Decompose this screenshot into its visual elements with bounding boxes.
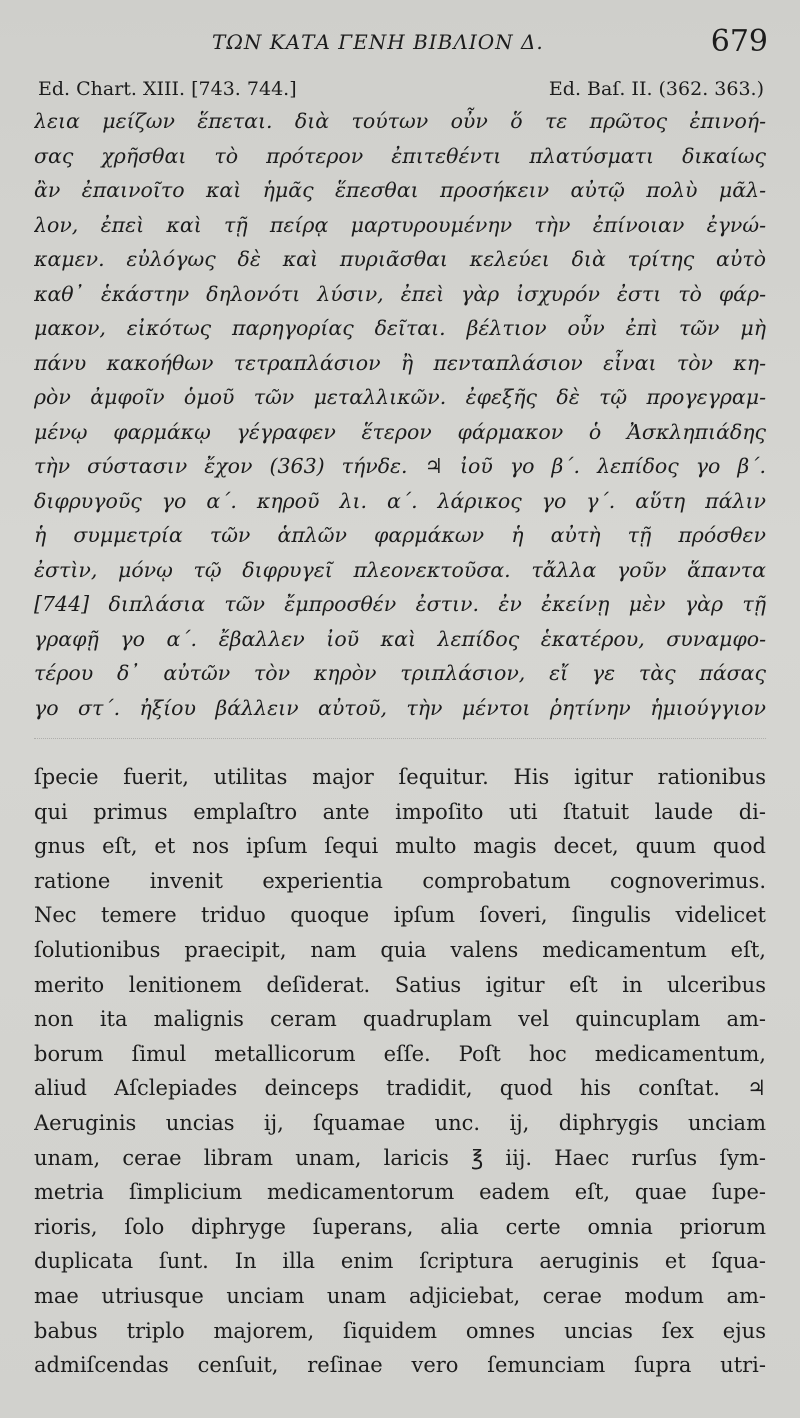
edition-reference-line (38, 78, 764, 106)
latin-text-line: unam, cerae libram unam, laricis ℥ iij. Haec rurſus ſym- (34, 1145, 766, 1170)
greek-text-line: τέρου δ᾽ αὐτῶν τὸν κηρὸν τριπλάσιον, εἴ γε τὰς πάσας (34, 661, 766, 685)
greek-text-line: ρὸν ἀμφοῖν ὁμοῦ τῶν μεταλλικῶν. ἐφεξῆς δὲ τῷ προγεγραμ- (34, 385, 766, 409)
greek-text-line: μένῳ φαρμάκῳ γέγραφεν ἕτερον φάρμακον ὁ Ἀσκληπιάδης (34, 419, 766, 444)
latin-text-line: borum ſimul metallicorum eſſe. Poſt hoc medicamentum, (34, 1041, 766, 1066)
running-head (0, 24, 800, 62)
latin-text-line: mae utriusque unciam unam adjiciebat, cerae modum am- (34, 1283, 766, 1308)
greek-text-line: ἐστὶν, μόνῳ τῷ διφρυγεῖ πλεονεκτοῦσα. τἄλλα γοῦν ἅπαντα (34, 557, 766, 582)
text-divider (34, 738, 766, 739)
greek-text-line: λον, ἐπεὶ καὶ τῇ πείρᾳ μαρτυρουμένην τὴν ἐπίνοιαν ἐγνώ- (34, 212, 766, 237)
greek-text-line: σας χρῆσθαι τὸ πρότερον ἐπιτεθέντι πλατύσματι δικαίως (34, 143, 766, 168)
latin-text-line: rioris, ſolo diphryge ſuperans, alia certe omnia priorum (34, 1214, 766, 1239)
greek-text-line: πάνυ κακοήθων τετραπλάσιον ἢ πενταπλάσιον εἶναι τὸν κη- (34, 350, 766, 375)
latin-text-line: ſolutionibus praecipit, nam quia valens medicamentum eſt, (34, 937, 766, 962)
greek-text-line: γο στ΄. ἠξίου βάλλειν αὐτοῦ, τὴν μέντοι ῥητίνην ἡμιούγγιον (34, 695, 766, 720)
greek-text-line: [744] διπλάσια τῶν ἔμπροσθέν ἐστιν. ἐν ἐκείνῃ μὲν γὰρ τῇ (34, 592, 766, 616)
latin-text-line: ſpecie fuerit, utilitas major ſequitur. His igitur rationibus (34, 765, 766, 789)
latin-text-line: non ita malignis ceram quadruplam vel quincuplam am- (34, 1007, 766, 1032)
greek-text-line: τὴν σύστασιν ἔχον (363) τήνδε. ♃ ἰοῦ γο β΄. λεπίδος γο β΄. (34, 454, 766, 478)
latin-text-line: aliud Aſclepiades deinceps tradidit, quod his conſtat. ♃ (34, 1076, 766, 1101)
latin-text-line: gnus eſt, et nos ipſum ſequi multo magis decet, quum quod (34, 834, 766, 859)
latin-text-line: ratione invenit experientia comprobatum cognoverimus. (34, 868, 766, 893)
greek-text-line: λεια μείζων ἕπεται. διὰ τούτων οὖν ὅ τε πρῶτος ἐπινοή- (34, 109, 766, 133)
latin-text-line: Aeruginis uncias ij, ſquamae unc. ij, diphrygis unciam (34, 1110, 766, 1135)
edition-basel-reference: Ed. Baſ. II. (362. 363.) (548, 78, 764, 100)
page-number: 679 (710, 24, 768, 59)
latin-text-block (34, 760, 766, 1383)
latin-text-line: merito lenitionem deſiderat. Satius igitur eſt in ulceribus (34, 972, 766, 997)
greek-text-line: μακον, εἰκότως παρηγορίας δεῖται. βέλτιον οὖν ἐπὶ τῶν μὴ (34, 316, 766, 340)
greek-text-line: καθ᾽ ἑκάστην δηλονότι λύσιν, ἐπεὶ γὰρ ἰσχυρόν ἐστι τὸ φάρ- (34, 281, 766, 306)
greek-text-block (34, 104, 766, 725)
greek-text-line: γραφῇ γο α΄. ἔβαλλεν ἰοῦ καὶ λεπίδος ἑκατέρου, συναμφο- (34, 626, 766, 651)
running-head-title: ΤΩΝ ΚΑΤΑ ΓΕΝΗ ΒΙΒΛΙΟΝ Δ. (212, 30, 544, 54)
greek-text-line: καμεν. εὐλόγως δὲ καὶ πυριᾶσθαι κελεύει διὰ τρίτης αὐτὸ (34, 247, 766, 271)
greek-text-line: διφρυγοῦς γο α΄. κηροῦ λι. α΄. λάρικος γο γ΄. αὕτη πάλιν (34, 488, 766, 513)
latin-text-line: qui primus emplaſtro ante impoſito uti ſtatuit laude di- (34, 799, 766, 824)
edition-chart-reference: Ed. Chart. XIII. [743. 744.] (38, 78, 297, 100)
latin-text-line: babus triplo majorem, ſiquidem omnes uncias ſex ejus (34, 1318, 766, 1343)
latin-text-line: metria ſimplicium medicamentorum eadem eſt, quae ſupe- (34, 1180, 766, 1205)
latin-text-line: Nec temere triduo quoque ipſum ſoveri, ſingulis videlicet (34, 903, 766, 928)
greek-text-line: ἂν ἐπαινοῖτο καὶ ἡμᾶς ἕπεσθαι προσήκειν αὐτῷ πολὺ μᾶλ- (34, 178, 766, 202)
greek-text-line: ἡ συμμετρία τῶν ἁπλῶν φαρμάκων ἡ αὐτὴ τῇ πρόσθεν (34, 523, 766, 547)
latin-text-line: admiſcendas cenſuit, reſinae vero ſemunciam ſupra utri- (34, 1353, 766, 1378)
latin-text-line: duplicata ſunt. In illa enim ſcriptura aeruginis et ſqua- (34, 1249, 766, 1274)
